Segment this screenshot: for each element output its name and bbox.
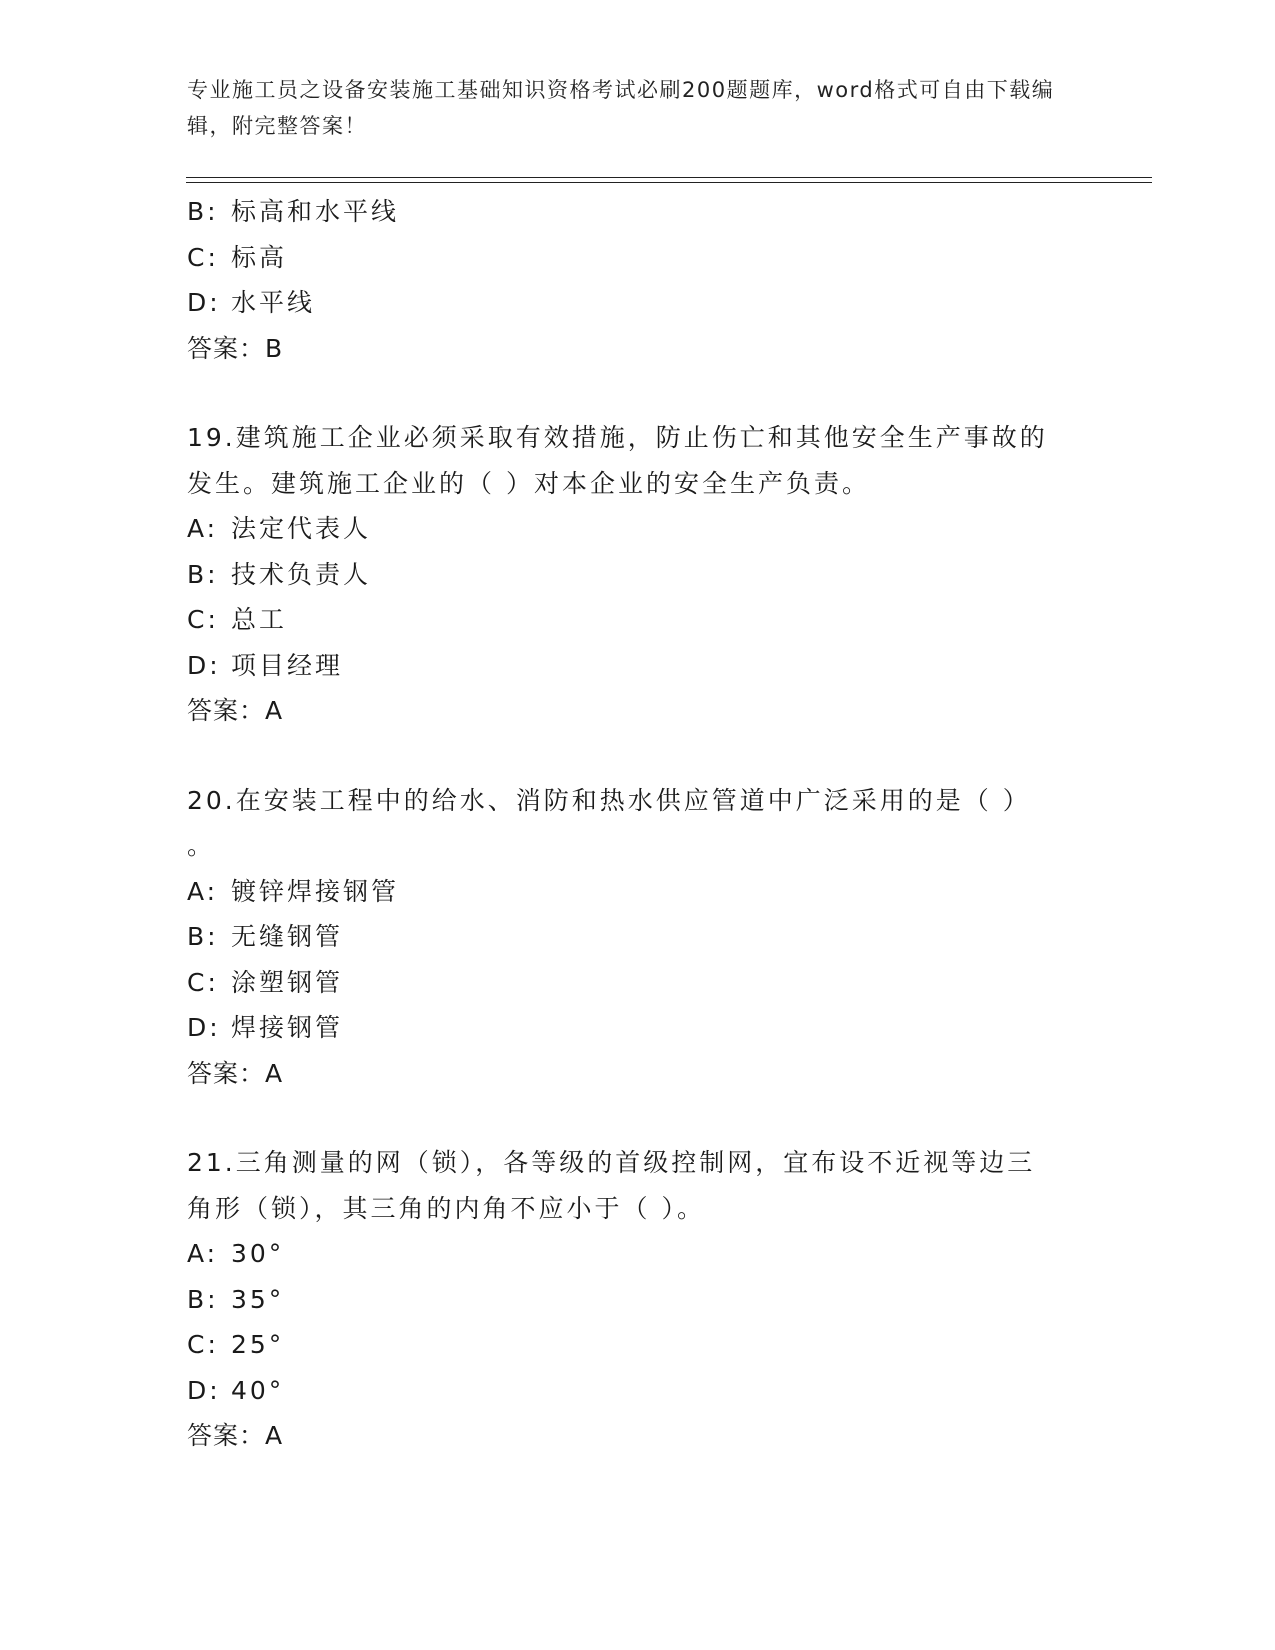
question-stem-line: 19.建筑施工企业必须采取有效措施，防止伤亡和其他安全生产事故的 [187,423,1048,452]
option-key: B: [187,197,219,226]
question-stem-line: 21.三角测量的网（锁），各等级的首级控制网，宜布设不近视等边三 [187,1148,1036,1177]
option-c [187,235,1107,281]
option-text: 标高 [231,242,288,272]
option-key: B: [187,559,219,589]
option-key: A: [187,514,219,543]
option-text: 35° [231,1284,285,1314]
option-c [187,1322,1107,1368]
option-text: 法定代表人 [231,514,372,543]
option-key: C: [187,967,219,997]
option-text: 项目经理 [231,650,344,680]
option-b [187,914,1107,960]
option-a [187,869,1107,915]
question-stem-line: 角形（锁），其三角的内角不应小于（ ）。 [187,1193,705,1223]
option-d [187,1368,1107,1414]
option-b [187,552,1107,598]
option-key: D: [187,1375,221,1405]
option-c [187,960,1107,1006]
answer-line: 答案：A [187,696,284,725]
option-text: 总工 [231,605,288,634]
answer-line: 答案：A [187,1421,284,1450]
option-a [187,1231,1107,1277]
option-key: C: [187,242,219,272]
option-text: 涂塑钢管 [231,967,344,997]
option-a [187,506,1107,552]
document-header: 专业施工员之设备安装施工基础知识资格考试必刷200题题库，word格式可自由下载编辑，附完整答案！ [187,78,1055,138]
option-key: D: [187,288,221,317]
option-text: 技术负责人 [231,559,372,589]
option-key: A: [187,1239,219,1268]
question-stem-line: 。 [187,831,216,860]
option-key: B: [187,922,219,951]
option-d [187,280,1107,326]
answer-line: 答案：B [187,333,284,363]
question-stem-line: 发生。建筑施工企业的（ ）对本企业的安全生产负责。 [187,468,870,498]
answer-line: 答案：A [187,1058,284,1088]
option-text: 30° [231,1239,285,1268]
option-key: C: [187,605,219,634]
option-b [187,189,1107,235]
document-body [187,189,1107,1459]
header-rule-top [186,177,1152,178]
option-key: C: [187,1330,219,1359]
header-rule-bottom [186,182,1152,183]
question-20 [187,778,1107,1097]
option-key: B: [187,1284,219,1314]
question-stem-line: 20.在安装工程中的给水、消防和热水供应管道中广泛采用的是（ ） [187,785,1031,815]
option-text: 无缝钢管 [231,922,344,951]
option-d [187,1005,1107,1051]
option-c [187,597,1107,643]
option-b [187,1277,1107,1323]
option-d [187,643,1107,689]
option-text: 水平线 [231,288,316,317]
question-21 [187,1140,1107,1459]
option-text: 25° [231,1330,285,1359]
option-key: D: [187,1013,221,1042]
prev-question-tail [187,189,1107,371]
option-text: 40° [231,1375,285,1405]
option-key: A: [187,876,219,906]
option-text: 标高和水平线 [231,197,400,226]
question-19 [187,415,1107,734]
option-text: 焊接钢管 [231,1013,344,1042]
option-text: 镀锌焊接钢管 [231,876,400,906]
option-key: D: [187,650,221,680]
